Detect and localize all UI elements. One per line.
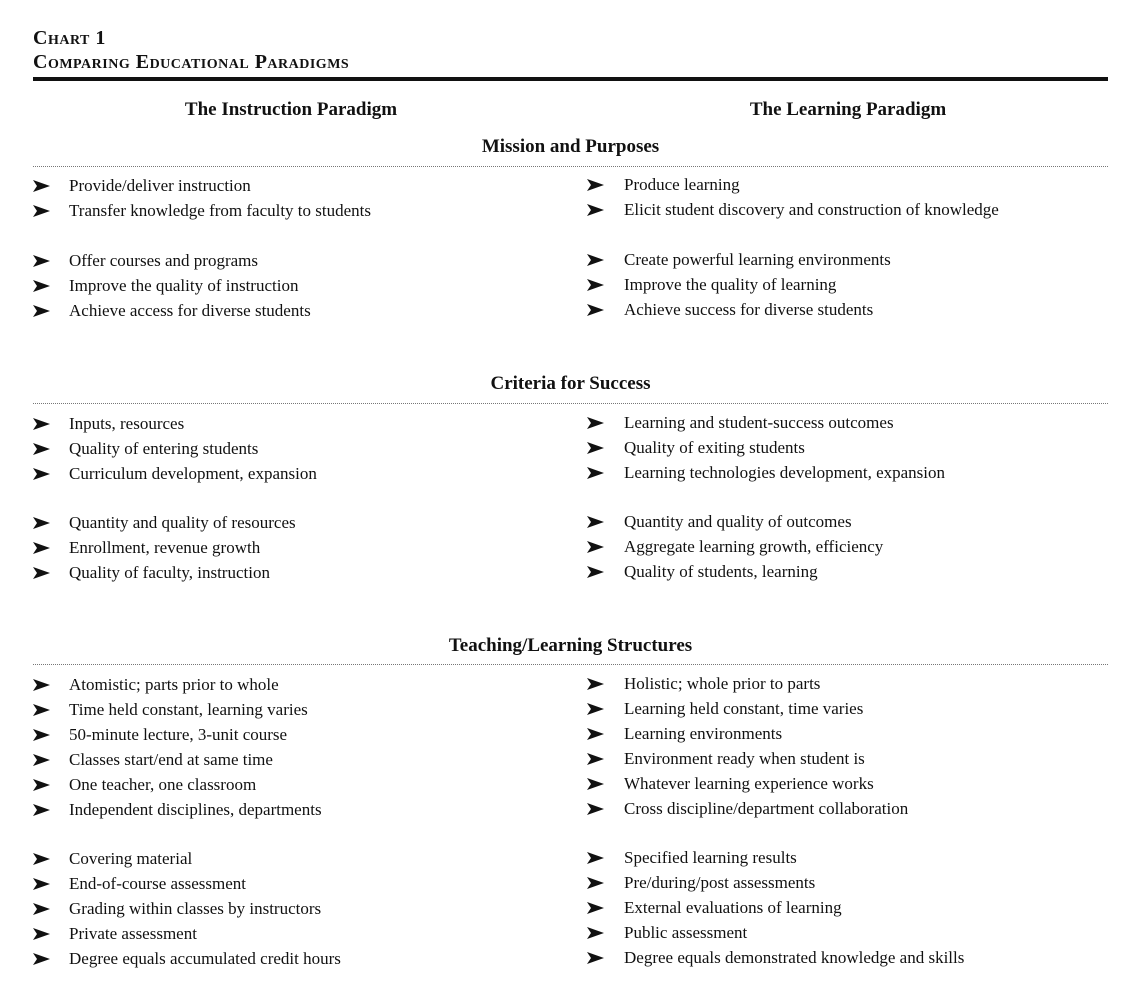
- list-item-text: Curriculum development, expansion: [69, 464, 317, 483]
- list-item-text: Elicit student discovery and construction of knowledge: [624, 200, 999, 219]
- list-item-text: Degree equals accumulated credit hours: [69, 949, 341, 968]
- arrow-bullet-icon: [33, 305, 50, 317]
- arrow-bullet-icon: [587, 728, 604, 740]
- left-column-heading: The Instruction Paradigm: [184, 99, 398, 120]
- chart-subtitle: Comparing Educational Paradigms: [33, 51, 350, 73]
- chart-label: Chart 1: [33, 27, 106, 49]
- arrow-bullet-icon: [587, 703, 604, 715]
- arrow-bullet-icon: [587, 467, 604, 479]
- arrow-bullet-icon: [587, 279, 604, 291]
- list-item-text: Learning environments: [624, 724, 783, 743]
- arrow-bullet-icon: [33, 443, 50, 455]
- arrow-bullet-icon: [587, 254, 604, 266]
- list-item-text: Environment ready when student is: [624, 749, 865, 768]
- list-item-text: Classes start/end at same time: [69, 750, 273, 769]
- list-item-text: Create powerful learning environments: [624, 250, 891, 269]
- arrow-bullet-icon: [33, 517, 50, 529]
- arrow-bullet-icon: [33, 567, 50, 579]
- arrow-bullet-icon: [587, 778, 604, 790]
- list-item-text: Public assessment: [624, 923, 748, 942]
- arrow-bullet-icon: [587, 902, 604, 914]
- list-item-text: Covering material: [69, 849, 193, 868]
- list-item-text: Learning held constant, time varies: [624, 699, 864, 718]
- list-item-text: End-of-course assessment: [69, 874, 247, 893]
- list-item-text: Degree equals demonstrated knowledge and skills: [624, 948, 965, 967]
- list-item-text: Quantity and quality of resources: [69, 513, 296, 532]
- list-item-text: Time held constant, learning varies: [69, 700, 308, 719]
- list-item-text: Holistic; whole prior to parts: [624, 674, 821, 693]
- arrow-bullet-icon: [33, 255, 50, 267]
- arrow-bullet-icon: [33, 679, 50, 691]
- chart-title-block: [33, 26, 349, 74]
- arrow-bullet-icon: [587, 516, 604, 528]
- arrow-bullet-icon: [587, 678, 604, 690]
- list-item-text: Quality of faculty, instruction: [69, 563, 270, 582]
- arrow-bullet-icon: [33, 903, 50, 915]
- list-item-text: Pre/during/post assessments: [624, 873, 816, 892]
- title-rule: [33, 77, 1108, 81]
- arrow-bullet-icon: [587, 753, 604, 765]
- arrow-bullet-icon: [587, 927, 604, 939]
- arrow-bullet-icon: [587, 566, 604, 578]
- list-item-text: Independent disciplines, departments: [69, 800, 322, 819]
- list-item-text: Provide/deliver instruction: [69, 176, 251, 195]
- list-item-text: Improve the quality of instruction: [69, 276, 299, 295]
- list-item-text: Private assessment: [69, 924, 197, 943]
- list-item-text: Inputs, resources: [69, 414, 185, 433]
- arrow-bullet-icon: [33, 779, 50, 791]
- arrow-bullet-icon: [33, 180, 50, 192]
- list-item-text: Quality of entering students: [69, 439, 259, 458]
- list-item-text: Quality of exiting students: [624, 438, 805, 457]
- arrow-bullet-icon: [33, 542, 50, 554]
- section-divider: [33, 166, 1108, 167]
- arrow-bullet-icon: [33, 280, 50, 292]
- arrow-bullet-icon: [587, 952, 604, 964]
- arrow-bullet-icon: [33, 953, 50, 965]
- list-item-text: Atomistic; parts prior to whole: [69, 675, 279, 694]
- arrow-bullet-icon: [587, 442, 604, 454]
- list-item-text: Produce learning: [624, 175, 740, 194]
- list-item-text: One teacher, one classroom: [69, 775, 257, 794]
- section-heading: Teaching/Learning Structures: [448, 635, 693, 656]
- list-item-text: Learning and student-success outcomes: [624, 413, 894, 432]
- arrow-bullet-icon: [587, 204, 604, 216]
- list-item-text: Enrollment, revenue growth: [69, 538, 261, 557]
- arrow-bullet-icon: [33, 754, 50, 766]
- arrow-bullet-icon: [33, 704, 50, 716]
- arrow-bullet-icon: [587, 417, 604, 429]
- arrow-bullet-icon: [33, 928, 50, 940]
- list-item-text: Achieve access for diverse students: [69, 301, 311, 320]
- arrow-bullet-icon: [587, 852, 604, 864]
- list-item-text: Grading within classes by instructors: [69, 899, 322, 918]
- list-item-text: Learning technologies development, expansion: [624, 463, 946, 482]
- arrow-bullet-icon: [33, 804, 50, 816]
- section-divider: [33, 664, 1108, 665]
- arrow-bullet-icon: [587, 179, 604, 191]
- list-item-text: Cross discipline/department collaboration: [624, 799, 909, 818]
- list-item-text: Transfer knowledge from faculty to students: [69, 201, 372, 220]
- section-divider: [33, 403, 1108, 404]
- list-item-text: Specified learning results: [624, 848, 797, 867]
- arrow-bullet-icon: [33, 878, 50, 890]
- section-heading: Mission and Purposes: [481, 136, 660, 157]
- arrow-bullet-icon: [33, 468, 50, 480]
- list-item-text: Quality of students, learning: [624, 562, 818, 581]
- arrow-bullet-icon: [587, 541, 604, 553]
- arrow-bullet-icon: [33, 729, 50, 741]
- arrow-bullet-icon: [33, 418, 50, 430]
- list-item-text: Aggregate learning growth, efficiency: [624, 537, 884, 556]
- list-item-text: 50-minute lecture, 3-unit course: [69, 725, 288, 744]
- list-item-text: Offer courses and programs: [69, 251, 258, 270]
- arrow-bullet-icon: [33, 205, 50, 217]
- arrow-bullet-icon: [587, 803, 604, 815]
- list-item-text: Achieve success for diverse students: [624, 300, 874, 319]
- arrow-bullet-icon: [587, 877, 604, 889]
- arrow-bullet-icon: [587, 304, 604, 316]
- right-column-heading: The Learning Paradigm: [749, 99, 947, 120]
- list-item-text: External evaluations of learning: [624, 898, 842, 917]
- list-item-text: Quantity and quality of outcomes: [624, 512, 852, 531]
- list-item-text: Improve the quality of learning: [624, 275, 837, 294]
- arrow-bullet-icon: [33, 853, 50, 865]
- list-item-text: Whatever learning experience works: [624, 774, 874, 793]
- section-heading: Criteria for Success: [490, 373, 651, 394]
